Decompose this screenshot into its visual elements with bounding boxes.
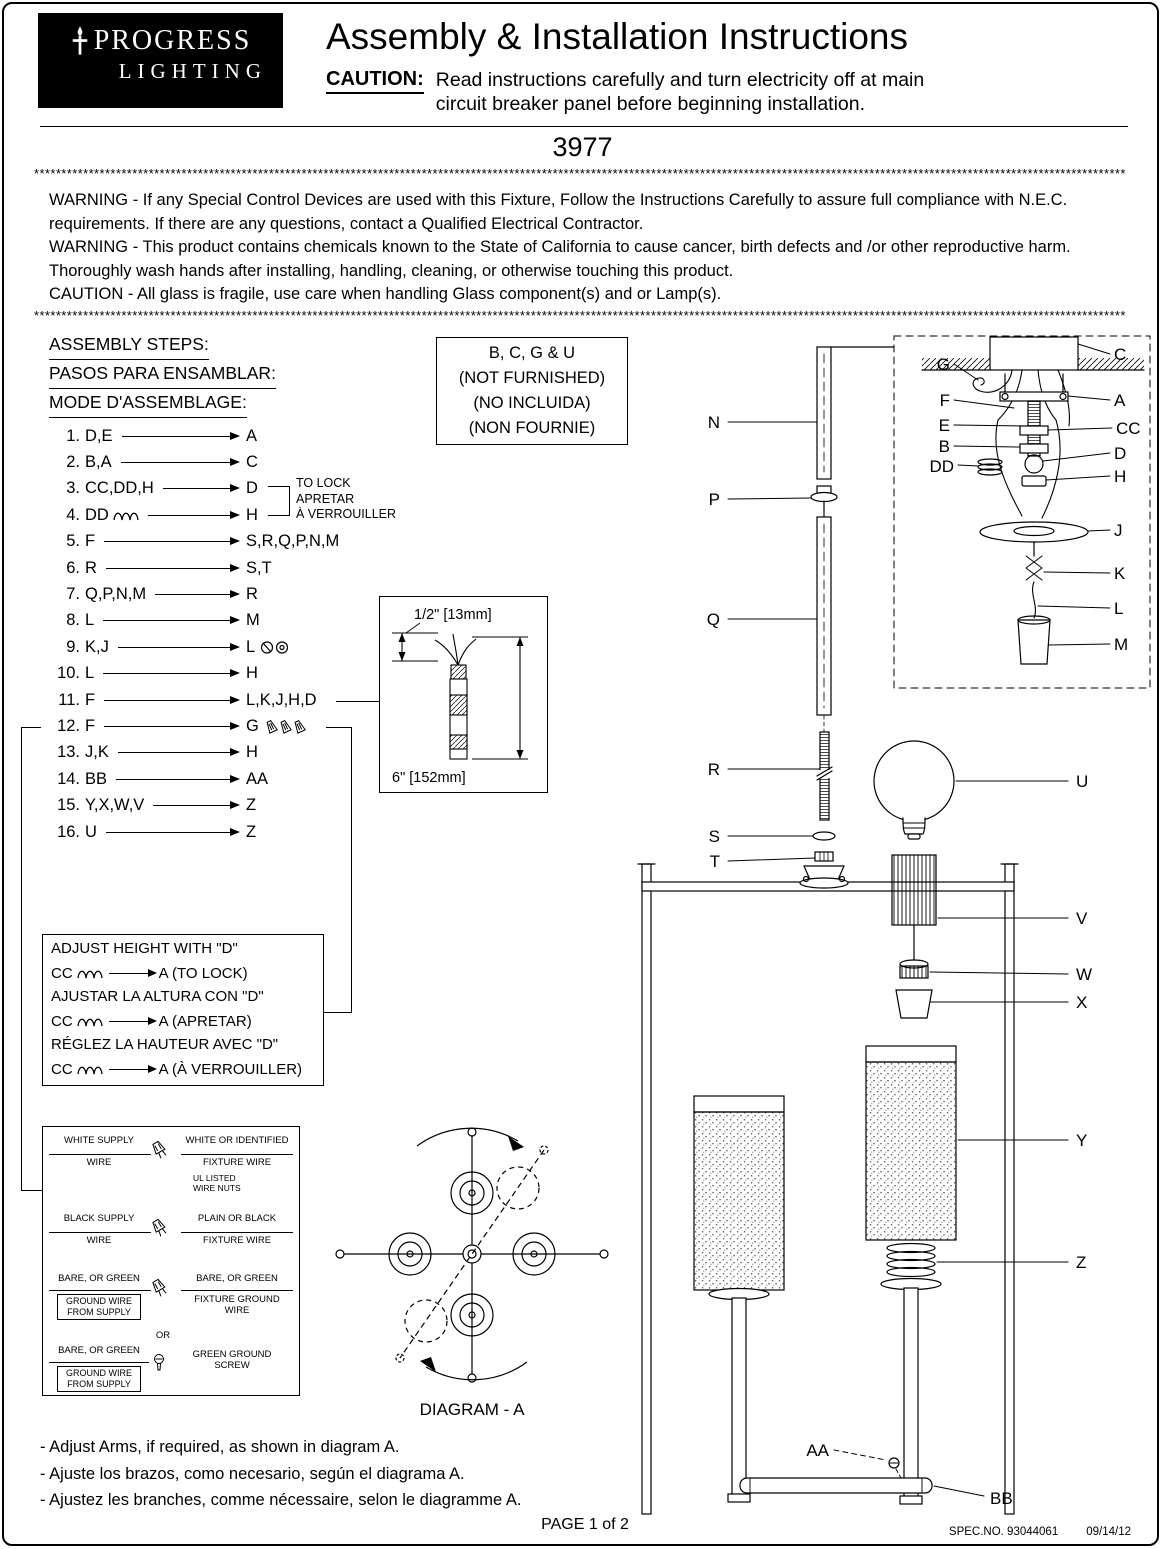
bottom-rail-drawing xyxy=(740,1450,984,1496)
step-to xyxy=(246,638,364,657)
step-from: B,A xyxy=(85,453,112,472)
lock-note-bracket xyxy=(268,486,290,516)
page-title: Assembly & Installation Instructions xyxy=(326,16,908,57)
step-to: H xyxy=(246,505,258,524)
step-number: 12. xyxy=(57,716,80,735)
part-label-J: J xyxy=(1114,521,1123,540)
part-label-E: E xyxy=(938,416,950,435)
wiring-wire: WIRE xyxy=(86,1235,112,1246)
exploded-view-diagram xyxy=(624,334,1159,1519)
adjust-row-fr xyxy=(51,1055,315,1083)
connector-step12-adjustbox xyxy=(324,1012,352,1013)
stem-assembly xyxy=(800,347,894,888)
step-number: 11. xyxy=(58,690,80,709)
step-row-13 xyxy=(44,740,364,766)
adjust-row-es xyxy=(51,1007,315,1035)
wiring-or: OR xyxy=(155,1330,171,1341)
wire-line xyxy=(181,1290,293,1291)
step-from xyxy=(85,506,139,525)
step-to: R xyxy=(246,585,258,604)
step-row-9 xyxy=(44,634,364,660)
part-label-CC: CC xyxy=(1116,419,1141,438)
part-label-T: T xyxy=(709,852,720,871)
separator-line-2: ******************************************************************************************************************************************************************************************************** xyxy=(34,308,1126,323)
step-to: H xyxy=(246,664,258,683)
step-arrow xyxy=(106,832,238,833)
wire-line xyxy=(49,1290,151,1291)
step-arrow xyxy=(104,541,238,542)
connector-step12-b xyxy=(351,727,352,1012)
adjust-title-fr: RÉGLEZ LA HAUTEUR AVEC "D" xyxy=(51,1036,279,1053)
step-row-16 xyxy=(44,819,364,845)
step-number: 15. xyxy=(57,796,80,815)
part-label-N: N xyxy=(707,413,720,432)
arm-adjustment-diagram xyxy=(322,1094,622,1394)
step-from: F xyxy=(85,532,96,551)
model-number: 3977 xyxy=(552,132,613,162)
step-to: S,R,Q,P,N,M xyxy=(246,532,340,551)
wiring-fixture-ground xyxy=(177,1294,297,1316)
step-row-15 xyxy=(44,792,364,818)
boxed-line1: GROUND WIRE xyxy=(66,1368,132,1378)
strip-dim-top: 1/2" [13mm] xyxy=(414,607,492,623)
step-number: 9. xyxy=(66,637,80,656)
lock-note xyxy=(296,476,396,523)
step-from: L xyxy=(85,664,95,683)
wiring-fixture-wire: FIXTURE WIRE xyxy=(202,1235,272,1246)
note-line2: WIRE NUTS xyxy=(193,1183,241,1193)
spec-date: 09/14/12 xyxy=(1086,1526,1131,1538)
step-arrow xyxy=(103,620,238,621)
washer-icons xyxy=(259,640,291,655)
part-label-A: A xyxy=(1114,391,1126,410)
part-label-P: P xyxy=(708,490,720,509)
caution-line1: Read instructions carefully and turn electricity off at main xyxy=(435,69,925,91)
step-number: 10. xyxy=(57,664,80,683)
part-label-X: X xyxy=(1076,993,1088,1012)
step-number: 1. xyxy=(66,426,80,445)
step-to: L,K,J,H,D xyxy=(246,690,317,709)
step-from: F xyxy=(85,690,96,709)
torch-icon xyxy=(70,25,90,57)
step-row-8 xyxy=(44,608,364,634)
part-label-D: D xyxy=(1114,444,1127,463)
step-number: 2. xyxy=(66,453,80,472)
caution-label: CAUTION: xyxy=(326,68,424,94)
part-label-Q: Q xyxy=(706,610,720,629)
spring-icon xyxy=(77,1015,103,1028)
step-row-7 xyxy=(44,581,364,607)
step-number: 6. xyxy=(66,558,80,577)
adjust-cc-label: CC xyxy=(51,964,73,982)
step-arrow xyxy=(103,673,238,674)
step-row-5 xyxy=(44,529,364,555)
ground-screw-icon xyxy=(151,1353,167,1371)
part-label-M: M xyxy=(1114,635,1129,654)
step-arrow xyxy=(122,436,238,437)
adjust-title-es: AJUSTAR LA ALTURA CON "D" xyxy=(51,988,264,1005)
wire-nut-icon xyxy=(149,1217,169,1239)
step-arrow xyxy=(153,805,238,806)
wiring-bare-green-fixture: BARE, OR GREEN xyxy=(196,1273,278,1284)
logo-brand-line1: PROGRESS xyxy=(93,25,252,56)
adjust-arrow xyxy=(109,1069,155,1070)
step-from: J,K xyxy=(85,743,109,762)
assembly-heading-en: ASSEMBLY STEPS: xyxy=(49,331,209,360)
part-label-Y: Y xyxy=(1076,1131,1088,1150)
assembly-headings xyxy=(49,331,276,418)
step-to: Z xyxy=(246,822,257,841)
green-ground-line1: GREEN GROUND xyxy=(192,1349,272,1360)
step-from: F xyxy=(85,716,96,735)
wire-line xyxy=(49,1232,151,1233)
not-furnished-fr: (NON FOURNIE) xyxy=(468,419,596,437)
part-label-C: C xyxy=(1114,345,1127,364)
fixture-ground-line2: WIRE xyxy=(224,1305,250,1316)
caution-block xyxy=(326,68,924,116)
caution-line2: circuit breaker panel before beginning installation. xyxy=(435,93,866,115)
wire-line xyxy=(181,1154,293,1155)
wire-line xyxy=(181,1232,293,1233)
part-label-L: L xyxy=(1114,599,1124,618)
wire-nut-icons xyxy=(263,718,307,735)
step-to-text: L xyxy=(246,637,256,656)
part-label-R: R xyxy=(707,760,720,779)
strip-dim-bottom: 6" [152mm] xyxy=(392,770,466,786)
step-arrow xyxy=(163,488,238,489)
step-arrow xyxy=(118,647,238,648)
step-from: R xyxy=(85,558,97,577)
step-arrow xyxy=(106,568,238,569)
assembly-heading-fr: MODE D'ASSEMBLAGE: xyxy=(49,389,247,418)
step-arrow xyxy=(104,726,238,727)
adjust-row-en xyxy=(51,959,315,987)
wire-strip-detail-box xyxy=(379,596,548,793)
glass-shade-left xyxy=(694,1096,784,1502)
warning-1: WARNING - If any Special Control Devices are used with this Fixture, Follow the Instructions Carefully to assure full compliance with N.E.C. requirements. If there are any questions, contact a Qualified Electrical Contractor. xyxy=(49,191,1068,233)
part-label-AA: AA xyxy=(806,1441,829,1460)
spec-number: SPEC.NO. 93044061 xyxy=(948,1526,1059,1538)
note-line1: UL LISTED xyxy=(193,1173,236,1183)
part-label-K: K xyxy=(1114,564,1126,583)
warning-block xyxy=(49,189,1129,307)
wiring-diagram-box xyxy=(42,1126,300,1396)
wiring-wire-nut-note xyxy=(193,1173,241,1193)
connector-left-b xyxy=(21,727,22,1190)
not-furnished-es: (NO INCLUIDA) xyxy=(473,394,591,412)
part-label-W: W xyxy=(1076,965,1093,984)
stem-leader-lines xyxy=(728,422,820,861)
wire-nut-icon xyxy=(149,1139,169,1161)
progress-lighting-logo xyxy=(38,13,283,108)
step-row-6 xyxy=(44,555,364,581)
note-fr: - Ajustez les branches, comme nécessaire, selon le diagramme A. xyxy=(40,1491,522,1509)
wiring-bare-green-supply: BARE, OR GREEN xyxy=(58,1273,140,1284)
ceiling-mount-drawing xyxy=(894,336,1150,688)
adjust-cc-label: CC xyxy=(51,1012,73,1030)
adjust-a-label: A (TO LOCK) xyxy=(158,964,248,982)
wiring-fixture-wire: FIXTURE WIRE xyxy=(202,1157,272,1168)
wiring-white-supply: WHITE SUPPLY xyxy=(63,1135,135,1146)
step-arrow xyxy=(155,594,238,595)
part-label-BB: BB xyxy=(990,1489,1013,1508)
adjust-a-label: A (APRETAR) xyxy=(158,1012,252,1030)
connector-left-wiringbox xyxy=(21,1190,42,1191)
part-label-B: B xyxy=(938,437,950,456)
lock-note-en: TO LOCK xyxy=(296,476,351,490)
header-rule xyxy=(40,126,1128,127)
step-number: 4. xyxy=(66,505,80,524)
connector-step12-a xyxy=(326,727,352,728)
step-from: BB xyxy=(85,769,108,788)
part-label-DD: DD xyxy=(929,457,954,476)
glass-shade-right xyxy=(866,1046,956,1240)
step-arrow xyxy=(148,515,238,516)
step-to: C xyxy=(246,453,258,472)
adjust-height-box xyxy=(42,934,324,1086)
part-label-Z: Z xyxy=(1076,1253,1087,1272)
step-row-10 xyxy=(44,661,364,687)
green-ground-line2: SCREW xyxy=(214,1360,250,1371)
step-arrow xyxy=(104,700,238,701)
part-labels xyxy=(707,345,1141,1508)
mount-leader-lines xyxy=(954,344,1112,645)
step-number: 14. xyxy=(57,769,80,788)
separator-line-1: ******************************************************************************************************************************************************************************************************** xyxy=(34,166,1126,181)
step-number: 13. xyxy=(57,743,80,762)
fixture-ground-line1: FIXTURE GROUND xyxy=(194,1294,280,1305)
step-to: H xyxy=(246,743,258,762)
step-number: 3. xyxy=(66,479,80,498)
step-to: AA xyxy=(246,769,269,788)
step-to-text: G xyxy=(246,716,259,735)
rotation-arrowhead xyxy=(508,1136,524,1151)
adjust-arrow xyxy=(109,973,155,974)
part-label-G: G xyxy=(936,355,950,374)
socket-parts-drawing xyxy=(892,855,936,1018)
not-furnished-box xyxy=(436,337,628,445)
step-from: Y,X,W,V xyxy=(85,796,145,815)
caution-text xyxy=(436,68,924,116)
adjust-arrow xyxy=(109,1021,155,1022)
step-from: CC,DD,H xyxy=(85,479,154,498)
step-number: 16. xyxy=(57,822,80,841)
part-label-V: V xyxy=(1076,909,1088,928)
step-arrow xyxy=(116,779,238,780)
step-to: S,T xyxy=(246,558,272,577)
step-from: L xyxy=(85,611,95,630)
step-number: 8. xyxy=(66,611,80,630)
page-number: PAGE 1 of 2 xyxy=(541,1516,629,1533)
warning-2: WARNING - This product contains chemicals known to the State of California to cause cancer, birth defects and /or other reproductive harm. Thoroughly wash hands after installing, handling, cleaning, or otherwise touching this product. xyxy=(49,238,1071,280)
spring-icon xyxy=(77,967,103,980)
wiring-ground-wire-box2 xyxy=(57,1366,141,1392)
boxed-line2: FROM SUPPLY xyxy=(67,1379,131,1389)
spring-icon xyxy=(113,509,139,522)
wiring-black-supply: BLACK SUPPLY xyxy=(63,1213,135,1224)
step-to: D xyxy=(246,479,258,498)
step-row-1 xyxy=(44,423,364,449)
wire-nut-icon xyxy=(149,1277,169,1299)
step-to: A xyxy=(246,426,258,445)
step-number: 7. xyxy=(66,585,80,604)
rotation-arrowhead xyxy=(420,1357,436,1372)
light-bulb-drawing xyxy=(874,741,954,839)
part-label-U: U xyxy=(1076,772,1089,791)
connector-step11-stripbox xyxy=(336,701,379,702)
lock-note-es: APRETAR xyxy=(296,491,355,506)
step-row-11 xyxy=(44,687,364,713)
step-arrow xyxy=(118,752,238,753)
wiring-white-identified: WHITE OR IDENTIFIED xyxy=(185,1135,289,1146)
wire-line xyxy=(49,1362,149,1363)
adjust-a-label: A (À VERROUILLER) xyxy=(158,1060,303,1078)
adjust-title-en: ADJUST HEIGHT WITH "D" xyxy=(51,940,238,957)
connector-left-a xyxy=(21,727,41,728)
instruction-sheet xyxy=(2,2,1159,1546)
wiring-plain-black: PLAIN OR BLACK xyxy=(197,1213,277,1224)
warning-3: CAUTION - All glass is fragile, use care when handling Glass component(s) and or Lamp(s). xyxy=(49,285,722,303)
diagram-a-label: DIAGRAM - A xyxy=(419,1400,525,1419)
step-number: 5. xyxy=(66,532,80,551)
wire-line xyxy=(49,1154,151,1155)
spring-icon xyxy=(77,1063,103,1076)
bottom-notes xyxy=(40,1434,521,1514)
step-row-14 xyxy=(44,766,364,792)
logo-brand-row xyxy=(38,25,283,57)
wiring-ground-wire-box xyxy=(57,1294,141,1320)
step-from: U xyxy=(85,822,97,841)
step-from: D,E xyxy=(85,426,113,445)
part-label-H: H xyxy=(1114,467,1127,486)
wiring-green-ground-screw xyxy=(177,1349,287,1371)
wire-strip-drawing xyxy=(380,597,545,790)
lock-note-fr: À VERROUILLER xyxy=(296,507,397,521)
wiring-bare-green-supply2: BARE, OR GREEN xyxy=(58,1345,140,1356)
step-arrow xyxy=(121,462,238,463)
spec-footer xyxy=(949,1526,1131,1538)
step-to: M xyxy=(246,611,260,630)
step-row-12 xyxy=(44,713,364,739)
boxed-line2: FROM SUPPLY xyxy=(67,1307,131,1317)
not-furnished-en: (NOT FURNISHED) xyxy=(458,369,606,387)
step-from-text: DD xyxy=(85,505,109,524)
step-row-2 xyxy=(44,449,364,475)
adjust-cc-label: CC xyxy=(51,1060,73,1078)
note-en: - Adjust Arms, if required, as shown in diagram A. xyxy=(40,1438,400,1456)
assembly-heading-es: PASOS PARA ENSAMBLAR: xyxy=(49,360,276,389)
step-to: Z xyxy=(246,796,257,815)
note-es: - Ajuste los brazos, como necesario, según el diagrama A. xyxy=(40,1464,465,1483)
step-from: Q,P,N,M xyxy=(85,585,147,604)
not-furnished-parts: B, C, G & U xyxy=(488,344,576,362)
part-label-S: S xyxy=(708,827,720,846)
step-from: K,J xyxy=(85,637,109,656)
part-label-F: F xyxy=(939,391,950,410)
boxed-line1: GROUND WIRE xyxy=(66,1296,132,1306)
wiring-wire: WIRE xyxy=(86,1157,112,1168)
logo-brand-line2: LIGHTING xyxy=(118,59,267,83)
